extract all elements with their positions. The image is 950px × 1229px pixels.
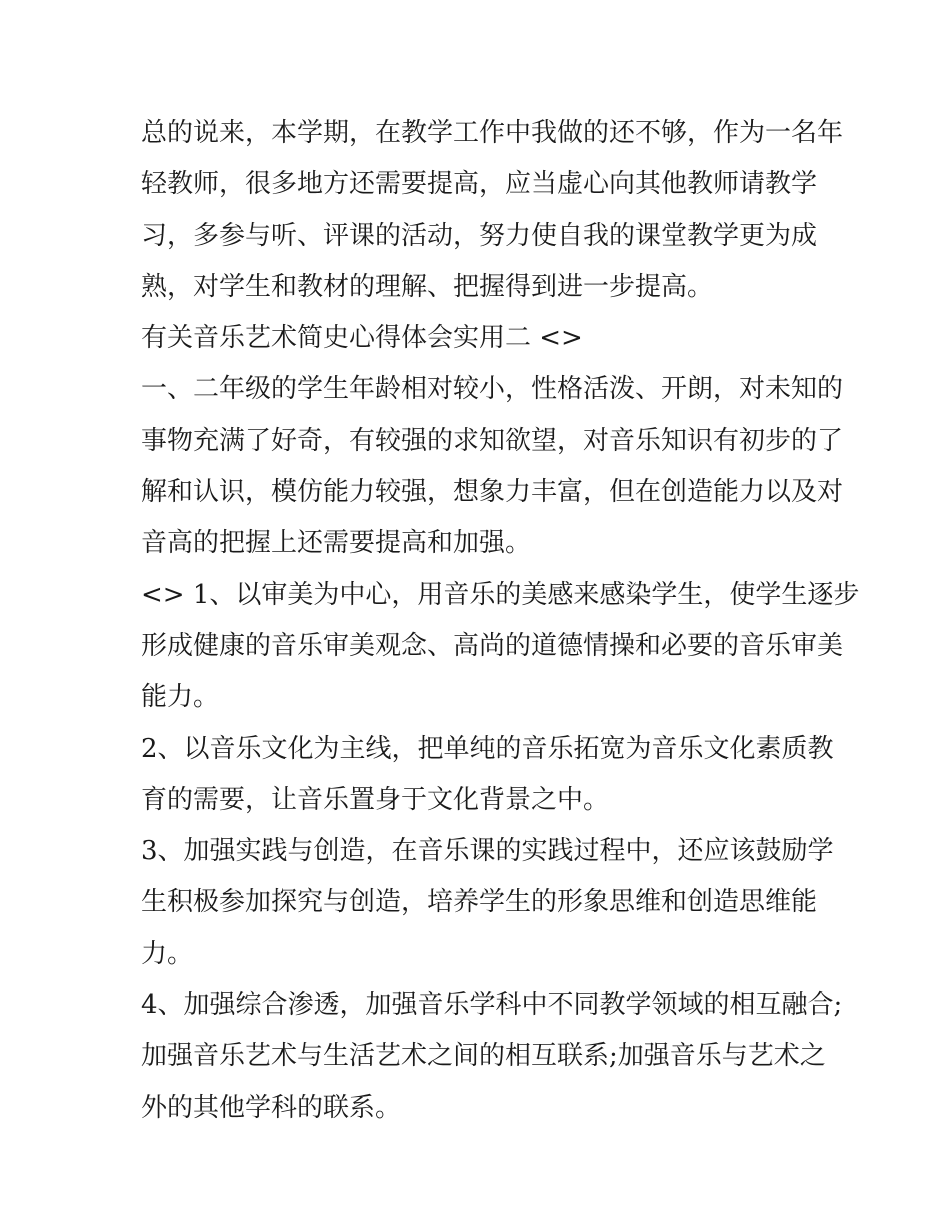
text-line-6: 一、二年级的学生年龄相对较小，性格活泼、开朗，对未知的 (141, 374, 844, 405)
list-item-4-line-1: 4、加强综合渗透，加强音乐学科中不同教学领域的相互融合; (141, 990, 843, 1021)
text-line-7: 事物充满了好奇，有较强的求知欲望，对音乐知识有初步的了 (141, 425, 844, 456)
text-line-4: 熟，对学生和教材的理解、把握得到进一步提高。 (141, 271, 714, 302)
list-item-4-line-3: 外的其他学科的联系。 (141, 1092, 402, 1123)
list-item-3-line-1: 3、加强实践与创造，在音乐课的实践过程中，还应该鼓励学 (141, 836, 834, 867)
text-line-9: 音高的把握上还需要提高和加强。 (141, 528, 532, 559)
list-item-4-line-2: 加强音乐艺术与生活艺术之间的相互联系;加强音乐与艺术之 (141, 1041, 826, 1072)
list-item-2-line-2: 育的需要，让音乐置身于文化背景之中。 (141, 784, 610, 815)
document-body (141, 108, 860, 1134)
list-item-1-line-1: <> 1、以审美为中心，用音乐的美感来感染学生，使学生逐步 (141, 579, 860, 610)
text-line-8: 解和认识，模仿能力较强，想象力丰富，但在创造能力以及对 (141, 477, 844, 508)
text-line-1: 总的说来，本学期，在教学工作中我做的还不够，作为一名年 (141, 118, 844, 148)
text-line-3: 习，多参与听、评课的活动，努力使自我的课堂教学更为成 (141, 220, 818, 251)
section-heading: 有关音乐艺术简史心得体会实用二 <> (141, 323, 583, 354)
list-item-2-line-1: 2、以音乐文化为主线，把单纯的音乐拓宽为音乐文化素质教 (141, 733, 834, 764)
list-item-3-line-2: 生积极参加探究与创造，培养学生的形象思维和创造思维能 (141, 887, 818, 918)
list-item-3-line-3: 力。 (141, 938, 194, 969)
list-item-1-line-2: 形成健康的音乐审美观念、高尚的道德情操和必要的音乐审美 (141, 630, 844, 661)
text-line-2: 轻教师，很多地方还需要提高，应当虚心向其他教师请教学 (141, 169, 818, 200)
list-item-1-line-3: 能力。 (141, 682, 220, 713)
